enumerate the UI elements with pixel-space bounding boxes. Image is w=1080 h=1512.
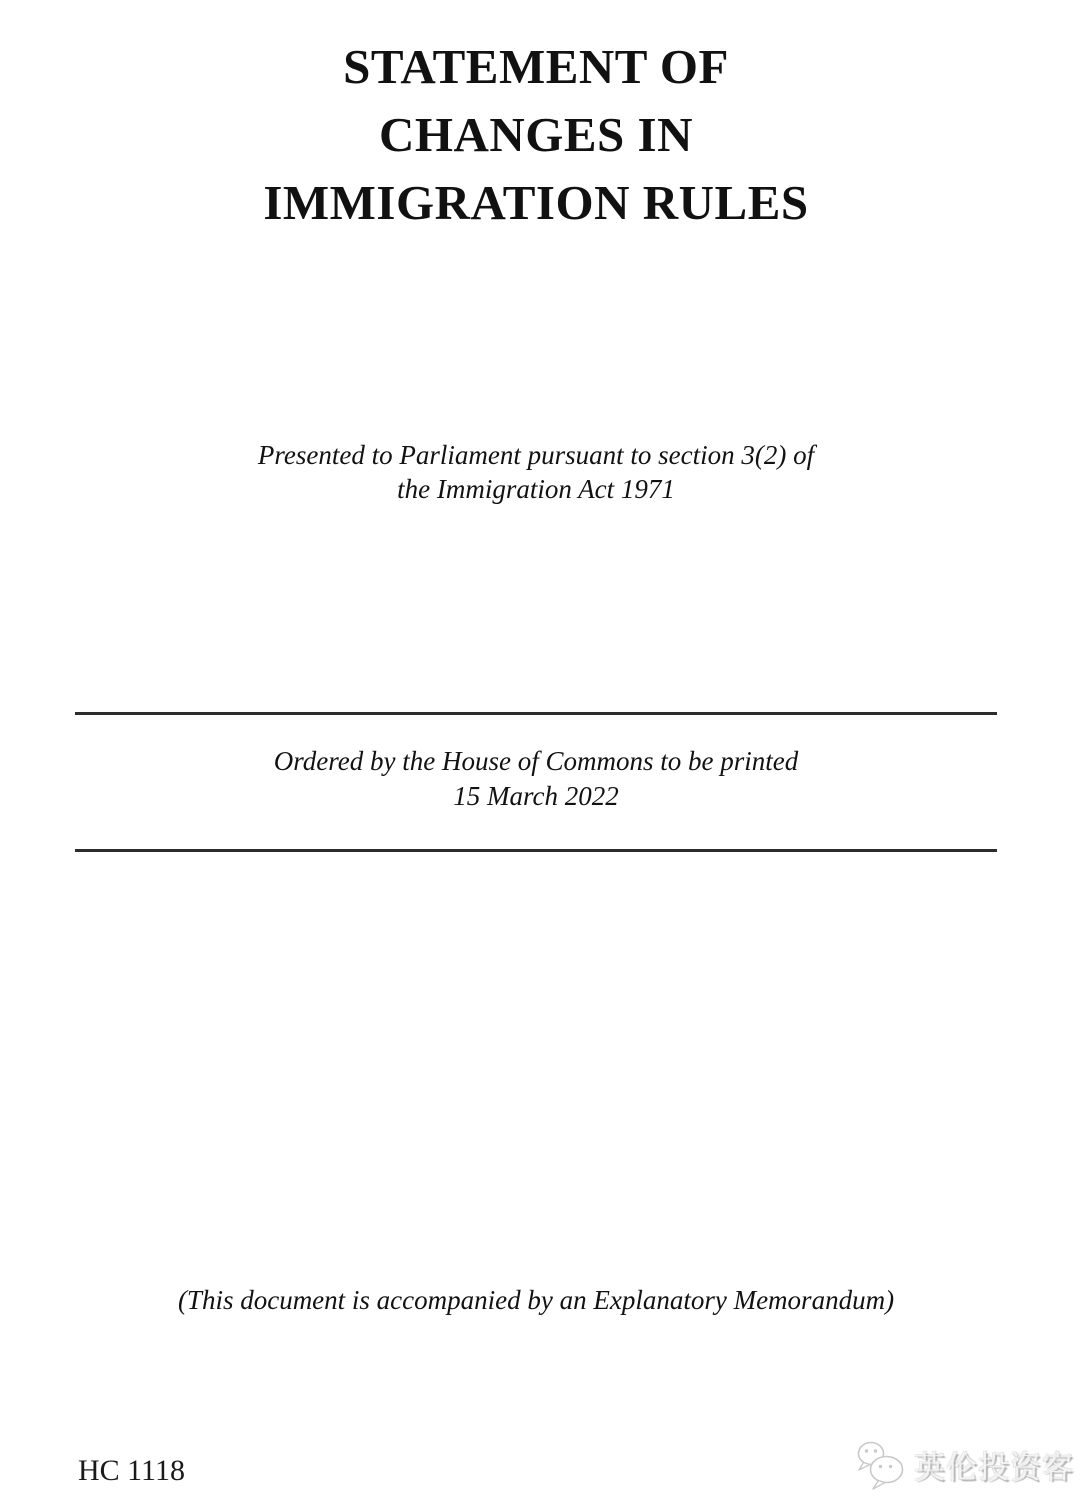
presented-line-1: Presented to Parliament pursuant to section 3(2) of: [257, 440, 815, 470]
watermark: [856, 1440, 1074, 1496]
document-title: [75, 33, 997, 237]
horizontal-rule-bottom: [75, 849, 997, 852]
horizontal-rule-top: [75, 712, 997, 715]
presented-statement: [75, 438, 997, 506]
ordered-statement: [75, 744, 997, 814]
ordered-line-1: Ordered by the House of Commons to be printed: [273, 746, 799, 776]
title-line-3: IMMIGRATION RULES: [263, 175, 809, 230]
memorandum-note: (This document is accompanied by an Explanatory Memorandum): [177, 1285, 895, 1315]
watermark-label: 英伦投资客: [914, 1450, 1074, 1486]
reference-number: HC 1118: [78, 1454, 185, 1487]
ordered-line-2: 15 March 2022: [453, 781, 619, 811]
presented-line-2: the Immigration Act 1971: [397, 474, 675, 504]
title-line-2: CHANGES IN: [378, 107, 694, 162]
wechat-icon: [856, 1440, 906, 1496]
title-line-1: STATEMENT OF: [343, 39, 729, 94]
